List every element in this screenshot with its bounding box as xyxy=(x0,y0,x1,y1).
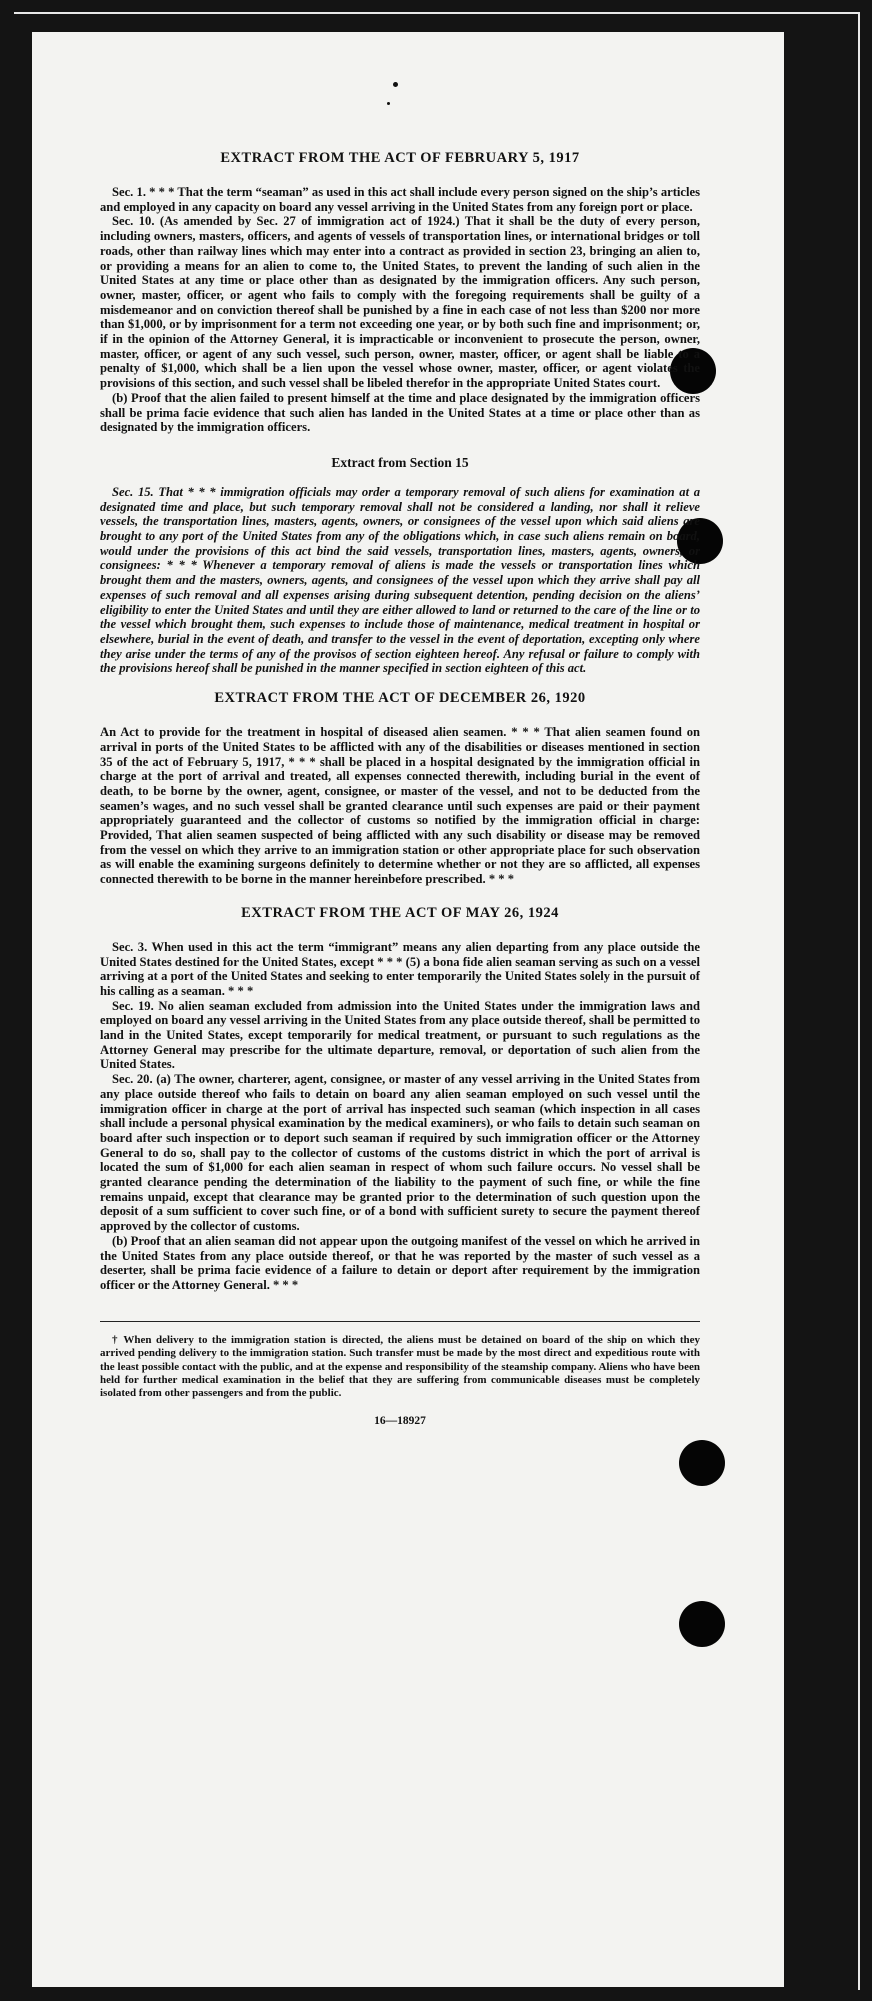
section-extract-sec-15 xyxy=(100,455,700,676)
section-act-dec-1920 xyxy=(100,690,700,887)
document-body xyxy=(100,150,700,1427)
paragraph-sec-20-b: (b) Proof that an alien seaman did not appear upon the outgoing manifest of the vessel on which he arrived in the United States from any place outside thereof, or that he was reported by the master of such vessel as a deserter, shall be prima facie evidence of a failure to detain or deport after requirement by the immigration officer or the Attorney General. * * * xyxy=(100,1233,700,1292)
paragraph-sec-20-a: Sec. 20. (a) The owner, charterer, agent, consignee, or master of any vessel arriving in the United States from any place outside thereof who fails to detain on board any alien seaman employed on such vessel until the immigration officer in charge at the port of arrival has inspected such seaman (which inspection in all cases shall include a personal physical examination by the medical examiners), or who fails to detain such seaman on board after such inspection or to deport such seaman if required by such immigration officer or the Attorney General to do so, shall pay to the collector of customs of the customs district in which the port of arrival is located the sum of $1,000 for each alien seaman in respect of whom such failure occurs. No vessel shall be granted clearance pending the determination of the liability to the payment of such fine, or while the fine remains unpaid, except that clearance may be granted prior to the determination of such question upon the deposit of a sum sufficient to cover such fine, or of a bond with sufficient surety to secure the payment thereof approved by the collector of customs. xyxy=(100,1072,700,1234)
paragraph-dec-1920: An Act to provide for the treatment in hospital of diseased alien seamen. * * * That alien seamen found on arrival in ports of the United States to be afflicted with any of the disabilities or diseases mentioned in section 35 of the act of February 5, 1917, * * * shall be placed in a hospital designated by the immigration official in charge at the port of arrival and treated, all expenses connected therewith, including burial in the event of death, to be borne by the owner, agent, consignee, or master of the vessel, and not to be deducted from the seamen’s wages, and no such vessel shall be granted clearance until such expenses are paid or their payment appropriately guaranteed and the collector of customs so notified by the immigration official in charge: Provided, That alien seamen suspected of being afflicted with any such disability or disease may be removed from the vessel on which they arrive to an immigration station or other appropriate place for such observation as will enable the examining surgeons definitely to determine whether or not they are so afflicted, all expenses connected therewith to be borne in the manner hereinbefore prescribed. * * * xyxy=(100,725,700,887)
section-act-may-1924 xyxy=(100,905,700,1293)
footnote: † When delivery to the immigration station is directed, the aliens must be detained on board of the ship on which they arrived pending delivery to the immigration station. Such transfer must be made by the most direct and expeditious route with the least possible contact with the public, and at the expense and responsibility of the steamship company. Aliens who have been held for further medical examination in the belief that they are suffering from communicable diseases must be completely isolated from other passengers and from the public. xyxy=(100,1333,700,1400)
heading-act-dec-1920: EXTRACT FROM THE ACT OF DECEMBER 26, 1920 xyxy=(214,690,586,707)
paragraph-sec-10-b: (b) Proof that the alien failed to present himself at the time and place designated by the immigration officers shall be prima facie evidence that such alien has landed in the United States at a time or place other than as designated by the immigration officers. xyxy=(100,390,700,435)
paragraph-sec-3: Sec. 3. When used in this act the term “immigrant” means any alien departing from any place outside the United States destined for the United States, except * * * (5) a bona fide alien seaman serving as such on a vessel arriving at a port of the United States and seeking to enter temporarily the United States solely in the pursuit of his calling as a seaman. * * * xyxy=(100,939,700,998)
section-act-feb-1917 xyxy=(100,150,700,435)
paragraph-sec-19: Sec. 19. No alien seaman excluded from admission into the United States under the immigration laws and employed on board any vessel arriving in the United States from any place outside thereof, shall be permitted to land in the United States, except temporarily for medical treatment, or pursuant to such regulations as the Attorney General may prescribe for the ultimate departure, removal, or deportation of such alien from the United States. xyxy=(100,998,700,1072)
heading-act-may-1924: EXTRACT FROM THE ACT OF MAY 26, 1924 xyxy=(241,904,559,921)
punch-hole xyxy=(679,1601,725,1647)
paragraph-sec-1: Sec. 1. * * * That the term “seaman” as used in this act shall include every person signed on the ship’s articles and employed in any capacity on board any vessel arriving in the United States from any foreign port or place. xyxy=(100,185,700,214)
heading-act-feb-1917: EXTRACT FROM THE ACT OF FEBRUARY 5, 1917 xyxy=(220,150,580,166)
paragraph-sec-10: Sec. 10. (As amended by Sec. 27 of immigration act of 1924.) That it shall be the duty of every person, including owners, masters, officers, and agents of vessels of transportation lines, or international bridges or toll roads, other than railway lines which may enter into a contract as provided in section 23, bringing an alien to, or providing a means for an alien to come to, the United States, to prevent the landing of such alien in the United States at any time or place other than as designated by the immigration officers. Any such person, owner, master, officer, or agent who fails to comply with the foregoing requirements shall be guilty of a misdemeanor and on conviction thereof shall be punished by a fine in each case of not less than $200 nor more than $1,000, or by imprisonment for a term not exceeding one year, or by both such fine and imprisonment; or, if in the opinion of the Attorney General, it is impracticable or inconvenient to prosecute the person, owner, master, officer, or agent of any such vessel, such person, owner, master, officer, or agent shall be liable to a penalty of $1,000, which shall be a lien upon the vessel whose owner, master, officer, or agent violates the provisions of this section, and such vessel shall be libeled therefor in the appropriate United States court. xyxy=(100,214,700,391)
speck-mark xyxy=(393,82,398,87)
footnote-divider xyxy=(100,1321,700,1322)
frame-line-right xyxy=(858,12,860,1990)
paragraph-sec-15: Sec. 15. That * * * immigration officials may order a temporary removal of such aliens for examination at a designated time and place, but such temporary removal shall not be considered a landing, nor shall it relieve vessels, the transportation lines, masters, agents, owners, or consignees of the vessel upon which said aliens are brought to any port of the United States from any of the obligations which, in case such aliens remain on board, would under the provisions of this act bind the said vessels, transportation lines, masters, agents, owners, or consignees: * * * Whenever a temporary removal of aliens is made the vessels or transportation lines which brought them and the masters, owners, agents, and consignees of the vessel upon which they arrive shall pay all expenses of such removal and all expenses arising during subsequent detention, pending decision on the aliens’ eligibility to enter the United States and until they are either allowed to land or returned to the care of the line or to the vessel which brought them, such expenses to include those of maintenance, medical treatment in hospital or elsewhere, burial in the event of death, and transfer to the vessel in the event of deportation, excepting only where they arise under the terms of any of the provisos of section eighteen hereof. Any refusal or failure to comply with the provisions hereof shall be punished in the manner specified in section eighteen of this act. xyxy=(100,484,700,676)
heading-section-15: Extract from Section 15 xyxy=(331,454,469,470)
punch-hole xyxy=(679,1440,725,1486)
speck-mark xyxy=(387,102,390,105)
frame-line-top xyxy=(14,12,860,14)
page-number: 16—18927 xyxy=(374,1414,426,1427)
